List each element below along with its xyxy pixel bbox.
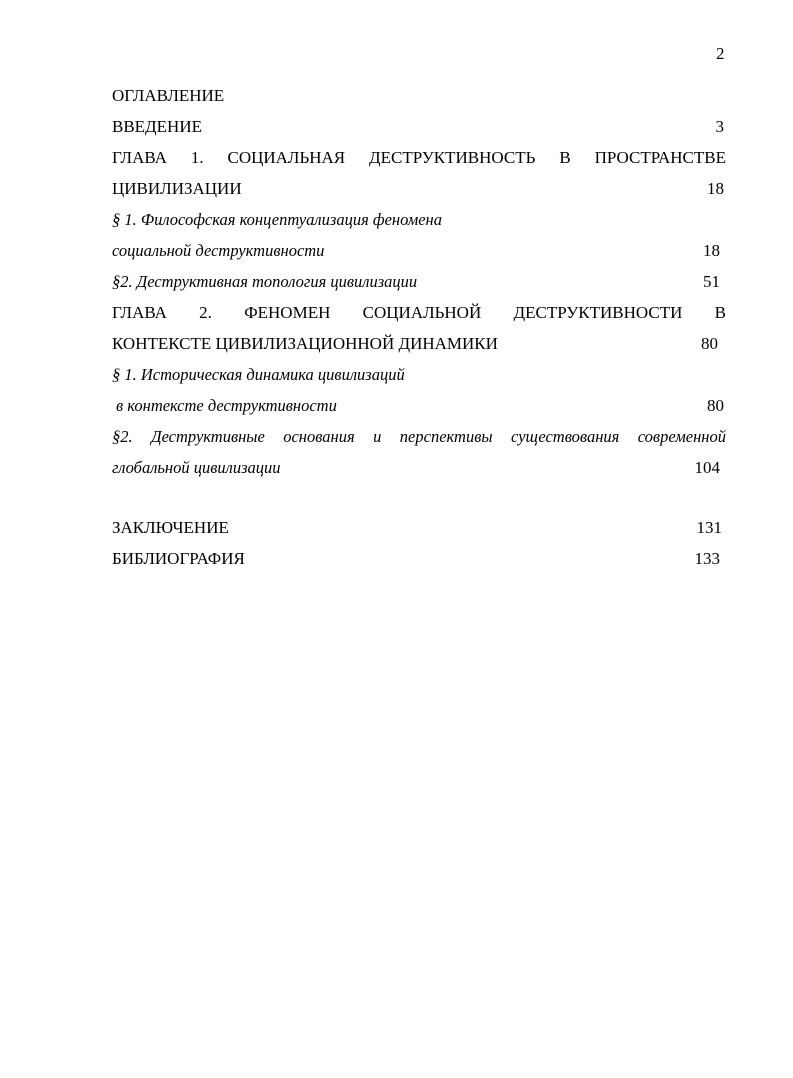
toc-chapter1-title-line2 xyxy=(112,173,726,204)
toc-ch2-sec1-page: 80 xyxy=(707,396,724,415)
toc-ch1-sec2-page: 51 xyxy=(703,272,720,291)
toc-entry-page: 3 xyxy=(715,117,724,136)
toc-heading xyxy=(112,80,726,111)
toc-chapter2-title-text: ГЛАВА 2. ФЕНОМЕН СОЦИАЛЬНОЙ ДЕСТРУКТИВНОСТИ В xyxy=(112,303,726,322)
toc-chapter2-page: 80 xyxy=(701,334,718,353)
toc-entry-title: ВВЕДЕНИЕ xyxy=(112,117,202,136)
toc-ch1-sec1-line1 xyxy=(112,204,726,235)
toc-ch2-sec1-title-2: в контексте деструктивности xyxy=(116,396,337,415)
toc-ch2-sec2-line1 xyxy=(112,421,726,452)
toc-spacer xyxy=(112,483,726,512)
toc-ch1-sec1-page: 18 xyxy=(703,241,720,260)
page-number: 2 xyxy=(716,44,725,63)
toc-ch2-sec1-line2 xyxy=(112,390,726,421)
toc-ch1-sec2-title: §2. Деструктивная топология цивилизации xyxy=(112,272,418,291)
toc-ch2-sec1-title: § 1. Историческая динамика цивилизаций xyxy=(112,365,405,384)
toc-bibliography-title: БИБЛИОГРАФИЯ xyxy=(112,549,245,568)
toc-chapter2-title-line2 xyxy=(112,328,726,359)
toc-chapter1-title-line1 xyxy=(112,142,726,173)
toc-bibliography-page: 133 xyxy=(694,549,720,568)
toc-heading-text: ОГЛАВЛЕНИЕ xyxy=(112,86,225,105)
toc-ch2-sec2-line2 xyxy=(112,452,726,483)
toc-ch2-sec2-page: 104 xyxy=(694,458,720,477)
toc-chapter1-title-text: ГЛАВА 1. СОЦИАЛЬНАЯ ДЕСТРУКТИВНОСТЬ В ПРОСТРАНСТВЕ xyxy=(112,148,726,167)
toc-entry-intro xyxy=(112,111,726,142)
toc-conclusion-page: 131 xyxy=(696,518,722,537)
toc-ch1-sec1-title: § 1. Философская концептуализация феномена xyxy=(112,210,442,229)
table-of-contents xyxy=(112,80,726,574)
toc-chapter1-title-text-2: ЦИВИЛИЗАЦИИ xyxy=(112,179,242,198)
toc-ch2-sec2-title: §2. Деструктивные основания и перспективы существования современной xyxy=(112,427,726,446)
toc-ch2-sec2-title-2: глобальной цивилизации xyxy=(112,458,281,477)
toc-ch2-sec1-line1 xyxy=(112,359,726,390)
toc-ch1-sec1-line2 xyxy=(112,235,726,266)
toc-conclusion-title: ЗАКЛЮЧЕНИЕ xyxy=(112,518,229,537)
toc-ch1-sec1-title-2: социальной деструктивности xyxy=(112,241,325,260)
toc-chapter2-title-text-2: КОНТЕКСТЕ ЦИВИЛИЗАЦИОННОЙ ДИНАМИКИ xyxy=(112,334,498,353)
toc-chapter2-title-line1 xyxy=(112,297,726,328)
toc-chapter1-page: 18 xyxy=(707,179,724,198)
toc-ch1-sec2 xyxy=(112,266,726,297)
toc-entry-bibliography xyxy=(112,543,726,574)
toc-entry-conclusion xyxy=(112,512,726,543)
